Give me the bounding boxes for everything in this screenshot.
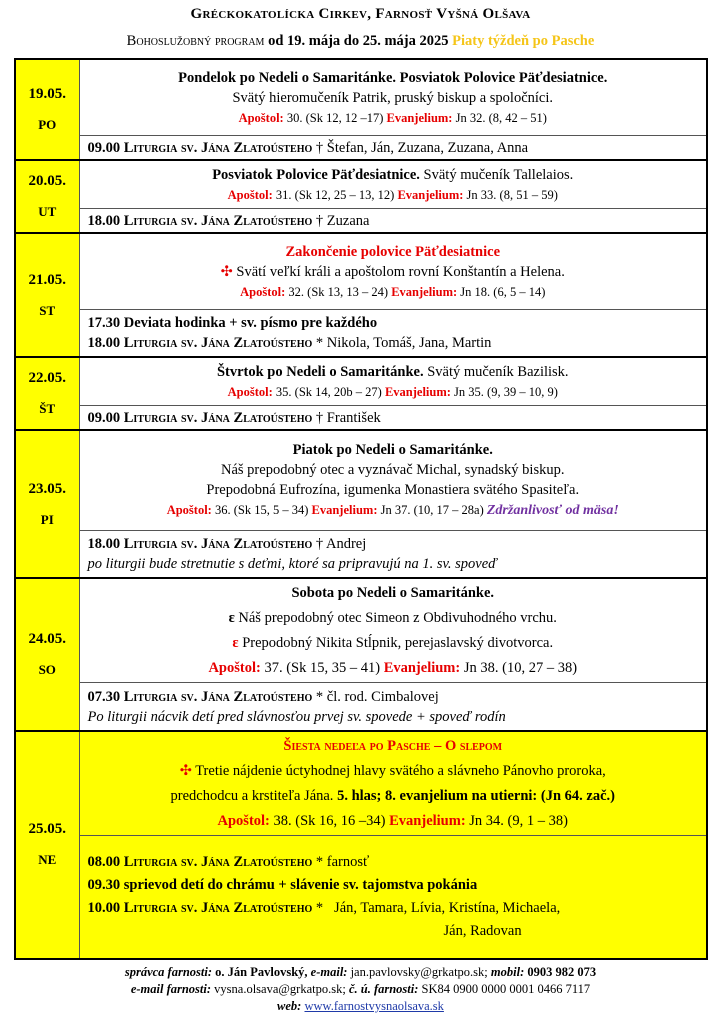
date: 24.05. <box>28 630 66 647</box>
apostol-value: 37. (Sk 15, 35 – 41) <box>260 660 384 676</box>
day-saint: Prepodobný Nikita Stĺpnik, perejaslavský divotvorca. <box>238 635 554 651</box>
day-saint: predchodcu a krstiteľa Jána. <box>170 787 334 804</box>
service-line <box>88 211 699 231</box>
tone-gospel: 5. hlas; 8. evanjelium na utierni: (Jn 64. zač.) <box>333 787 615 804</box>
apostol-label: Apoštol: <box>217 812 270 829</box>
services-cell <box>79 309 707 357</box>
day-info <box>79 233 707 309</box>
readings-line <box>84 500 703 521</box>
date: 21.05. <box>28 271 66 288</box>
day-title: Šiesta nedeľa po Pasche – O slepom <box>283 737 503 754</box>
readings-line <box>84 809 703 834</box>
service-intention: † Zuzana <box>312 212 370 229</box>
day-info <box>79 578 707 683</box>
readings-line <box>84 108 703 128</box>
web-label: web: <box>277 999 302 1013</box>
service-text: sprievod detí do chrámu + slávenie sv. tajomstva pokánia <box>120 877 478 894</box>
day-title-line <box>84 362 703 382</box>
apostol-label: Apoštol: <box>227 384 273 399</box>
date: 22.05. <box>28 370 66 386</box>
date: 19.05. <box>28 86 66 102</box>
service-intention: † František <box>312 409 381 426</box>
weekday: ST <box>39 302 56 318</box>
date-cell <box>15 59 79 160</box>
evanjelium-value: Jn 33. (8, 51 – 59) <box>463 187 558 202</box>
day-row-23-05 <box>15 430 707 530</box>
service-line <box>88 897 699 920</box>
service-intention: * farnosť <box>312 854 370 871</box>
apostol-value: 38. (Sk 16, 16 –34) <box>269 812 390 829</box>
footer <box>0 964 721 1015</box>
weekday: ŠT <box>39 401 56 416</box>
service-time: 17.30 <box>87 315 121 332</box>
evanjelium-value: Jn 35. (9, 39 – 10, 9) <box>450 384 558 399</box>
account-value: SK84 0900 0000 0001 0466 7117 <box>418 982 591 996</box>
cross-icon: ✣ <box>179 762 192 779</box>
apostol-label: Apoštol: <box>238 110 284 125</box>
date-cell <box>15 578 79 731</box>
evanjelium-value: Jn 32. (8, 42 – 51) <box>452 110 547 125</box>
date-cell <box>15 731 79 960</box>
day-info <box>79 160 707 208</box>
day-info <box>79 357 707 405</box>
apostol-label: Apoštol: <box>208 660 261 676</box>
day-row-22-05 <box>15 357 707 405</box>
apostol-label: Apoštol: <box>227 187 273 202</box>
apostol-label: Apoštol: <box>166 503 212 518</box>
service-text: Deviata hodinka + sv. písmo pre každého <box>120 315 378 332</box>
subtitle-prefix: Bohoslužobný program <box>126 33 265 49</box>
service-time: 18.00 <box>87 335 121 352</box>
readings-line <box>84 382 703 402</box>
service-note: po liturgii bude stretnutie s deťmi, ktoré sa pripravujú na 1. sv. spoveď <box>87 556 497 573</box>
fast-note: Zdržanlivosť od mäsa! <box>486 503 619 519</box>
subtitle-range: od 19. mája do 25. mája 2025 <box>264 33 453 49</box>
weekday: PI <box>40 511 54 527</box>
service-intention: * Nikola, Tomáš, Jana, Martin <box>312 335 492 352</box>
service-name: Liturgia sv. Jána Zlatoústeho <box>123 854 313 871</box>
evanjelium-value: Jn 18. (6, 5 – 14) <box>457 284 546 299</box>
service-line-cont: Ján, Radovan <box>443 923 522 940</box>
footer-line-web <box>0 998 721 1015</box>
apostol-value: 30. (Sk 12, 12 –17) <box>283 110 387 125</box>
email-label: e-mail: <box>310 965 348 979</box>
evanjelium-label: Evanjelium: <box>397 187 464 202</box>
evanjelium-label: Evanjelium: <box>386 110 453 125</box>
service-line <box>88 687 699 707</box>
services-cell <box>79 835 707 959</box>
day-info <box>79 59 707 135</box>
service-intention: * Ján, Tamara, Lívia, Kristína, Michaela, <box>312 900 561 917</box>
day-title: Posviatok Polovice Päťdesiatnice. <box>212 166 420 183</box>
date: 25.05. <box>28 821 66 838</box>
day-saint-line <box>84 631 703 656</box>
day-row-21-05 <box>15 233 707 309</box>
day-title: Piatok po Nedeli o Samaritánke. <box>292 442 493 459</box>
service-intention: † Štefan, Ján, Zuzana, Zuzana, Anna <box>312 139 529 156</box>
parish-email-label: e-mail farnosti: <box>130 982 212 996</box>
day-info <box>79 430 707 530</box>
date-cell <box>15 357 79 430</box>
date-cell <box>15 430 79 578</box>
date: 20.05. <box>28 173 66 189</box>
day-saint-line: Prepodobná Eufrozína, igumenka Monastiera svätého Spasiteľa. <box>206 482 580 499</box>
day-saint: Tretie nájdenie úctyhodnej hlavy svätého a slávneho Pánovho proroka, <box>191 762 606 779</box>
date-cell <box>15 233 79 357</box>
day-saint-line <box>84 606 703 631</box>
day-row-24-05 <box>15 578 707 683</box>
services-row <box>15 835 707 959</box>
admin-label: správca farnosti: <box>124 965 213 979</box>
services-cell <box>79 135 707 160</box>
day-saint: Svätý mučeník Bazilisk. <box>423 363 569 380</box>
evanjelium-value: Jn 37. (10, 17 – 28a) <box>377 503 487 518</box>
service-time: 08.00 <box>87 854 121 871</box>
apostol-label: Apoštol: <box>240 284 286 299</box>
weekday: NE <box>38 852 57 868</box>
service-line <box>88 408 699 428</box>
service-name: Liturgia sv. Jána Zlatoústeho <box>123 409 313 426</box>
service-line <box>88 534 699 554</box>
service-time: 07.30 <box>87 688 121 705</box>
services-cell <box>79 530 707 578</box>
day-row-20-05 <box>15 160 707 208</box>
readings-line <box>84 656 703 681</box>
day-saint: Náš prepodobný otec Simeon z Obdivuhodného vrchu. <box>234 610 557 626</box>
page-title: Gréckokatolícka Cirkev, Farnosť Vyšná Olšava <box>190 6 531 22</box>
email-value[interactable]: jan.pavlovsky@grkatpo.sk; <box>347 965 491 979</box>
service-name: Liturgia sv. Jána Zlatoústeho <box>123 139 313 156</box>
evanjelium-label: Evanjelium: <box>383 660 461 676</box>
date-cell <box>15 160 79 233</box>
mobile-value: 0903 982 073 <box>524 965 597 979</box>
service-intention: * čl. rod. Cimbalovej <box>312 688 439 705</box>
page-subtitle <box>0 33 721 50</box>
services-row <box>15 135 707 160</box>
service-name: Liturgia sv. Jána Zlatoústeho <box>123 335 313 352</box>
services-row <box>15 683 707 731</box>
cross-icon: ✣ <box>220 263 233 280</box>
parish-email-value[interactable]: vysna.olsava@grkatpo.sk; <box>211 982 349 996</box>
date: 23.05. <box>28 480 66 497</box>
service-line <box>88 313 699 333</box>
service-line <box>88 874 699 897</box>
day-saint-line <box>84 784 703 809</box>
day-title-line <box>84 165 703 185</box>
saint-symbol-icon: ɛ <box>228 610 235 626</box>
day-saint: Svätí veľkí králi a apoštolom rovní Konštantín a Helena. <box>232 263 565 280</box>
day-saint-line: Svätý hieromučeník Patrik, pruský biskup a spoločníci. <box>232 89 554 106</box>
services-row <box>15 530 707 578</box>
evanjelium-value: Jn 34. (9, 1 – 38) <box>465 812 568 829</box>
service-name: Liturgia sv. Jána Zlatoústeho <box>123 536 313 553</box>
evanjelium-label: Evanjelium: <box>311 503 378 518</box>
readings-line <box>84 282 703 302</box>
service-name: Liturgia sv. Jána Zlatoústeho <box>123 900 313 917</box>
service-time: 09.00 <box>87 139 121 156</box>
service-intention: † Andrej <box>312 536 367 553</box>
footer-line-admin <box>0 964 721 981</box>
readings-line <box>84 185 703 205</box>
service-time: 18.00 <box>87 212 121 229</box>
admin-name: o. Ján Pavlovský, <box>212 965 311 979</box>
weekday: UT <box>38 204 57 219</box>
mobile-label: mobil: <box>490 965 525 979</box>
services-row <box>15 405 707 430</box>
service-name: Liturgia sv. Jána Zlatoústeho <box>123 212 313 229</box>
evanjelium-label: Evanjelium: <box>391 284 458 299</box>
services-cell <box>79 405 707 430</box>
day-title: Štvrtok po Nedeli o Samaritánke. <box>216 363 424 380</box>
service-line <box>88 851 699 874</box>
day-saint-line <box>84 262 703 282</box>
day-title: Sobota po Nedeli o Samaritánke. <box>291 585 495 601</box>
weekday: SO <box>38 661 56 677</box>
day-title: Pondelok po Nedeli o Samaritánke. Posviatok Polovice Päťdesiatnice. <box>178 69 608 86</box>
evanjelium-label: Evanjelium: <box>384 384 451 399</box>
service-time: 09.00 <box>87 409 121 426</box>
services-cell <box>79 683 707 731</box>
day-info <box>79 731 707 836</box>
day-row-19-05 <box>15 59 707 135</box>
service-time: 18.00 <box>87 536 121 553</box>
services-row <box>15 309 707 357</box>
apostol-value: 32. (Sk 13, 13 – 24) <box>285 284 392 299</box>
schedule-table <box>14 58 708 960</box>
footer-line-parish <box>0 981 721 998</box>
services-cell <box>79 208 707 233</box>
day-title: Zakončenie polovice Päťdesiatnice <box>285 243 501 260</box>
day-saint: Svätý mučeník Tallelaios. <box>419 166 574 183</box>
service-note: Po liturgii nácvik detí pred slávnosťou prvej sv. spovede + spoveď rodín <box>87 708 506 725</box>
apostol-value: 31. (Sk 12, 25 – 13, 12) <box>272 187 398 202</box>
service-name: Liturgia sv. Jána Zlatoústeho <box>123 688 313 705</box>
service-line <box>88 333 699 353</box>
apostol-value: 36. (Sk 15, 5 – 34) <box>211 503 312 518</box>
service-time: 10.00 <box>87 900 121 917</box>
apostol-value: 35. (Sk 14, 20b – 27) <box>272 384 385 399</box>
service-time: 09.30 <box>87 877 121 894</box>
day-saint-line <box>84 759 703 784</box>
web-link[interactable]: www.farnostvysnaolsava.sk <box>304 999 444 1013</box>
subtitle-week: Piaty týždeň po Pasche <box>452 33 595 49</box>
day-row-25-05 <box>15 731 707 836</box>
evanjelium-label: Evanjelium: <box>389 812 466 829</box>
services-row <box>15 208 707 233</box>
weekday: PO <box>38 117 57 132</box>
account-label: č. ú. farnosti: <box>348 982 419 996</box>
service-line <box>88 138 699 158</box>
evanjelium-value: Jn 38. (10, 27 – 38) <box>460 660 578 676</box>
day-saint-line: Náš prepodobný otec a vyznávač Michal, synadský biskup. <box>221 462 565 479</box>
saint-symbol-red-icon: ɛ <box>232 635 239 651</box>
